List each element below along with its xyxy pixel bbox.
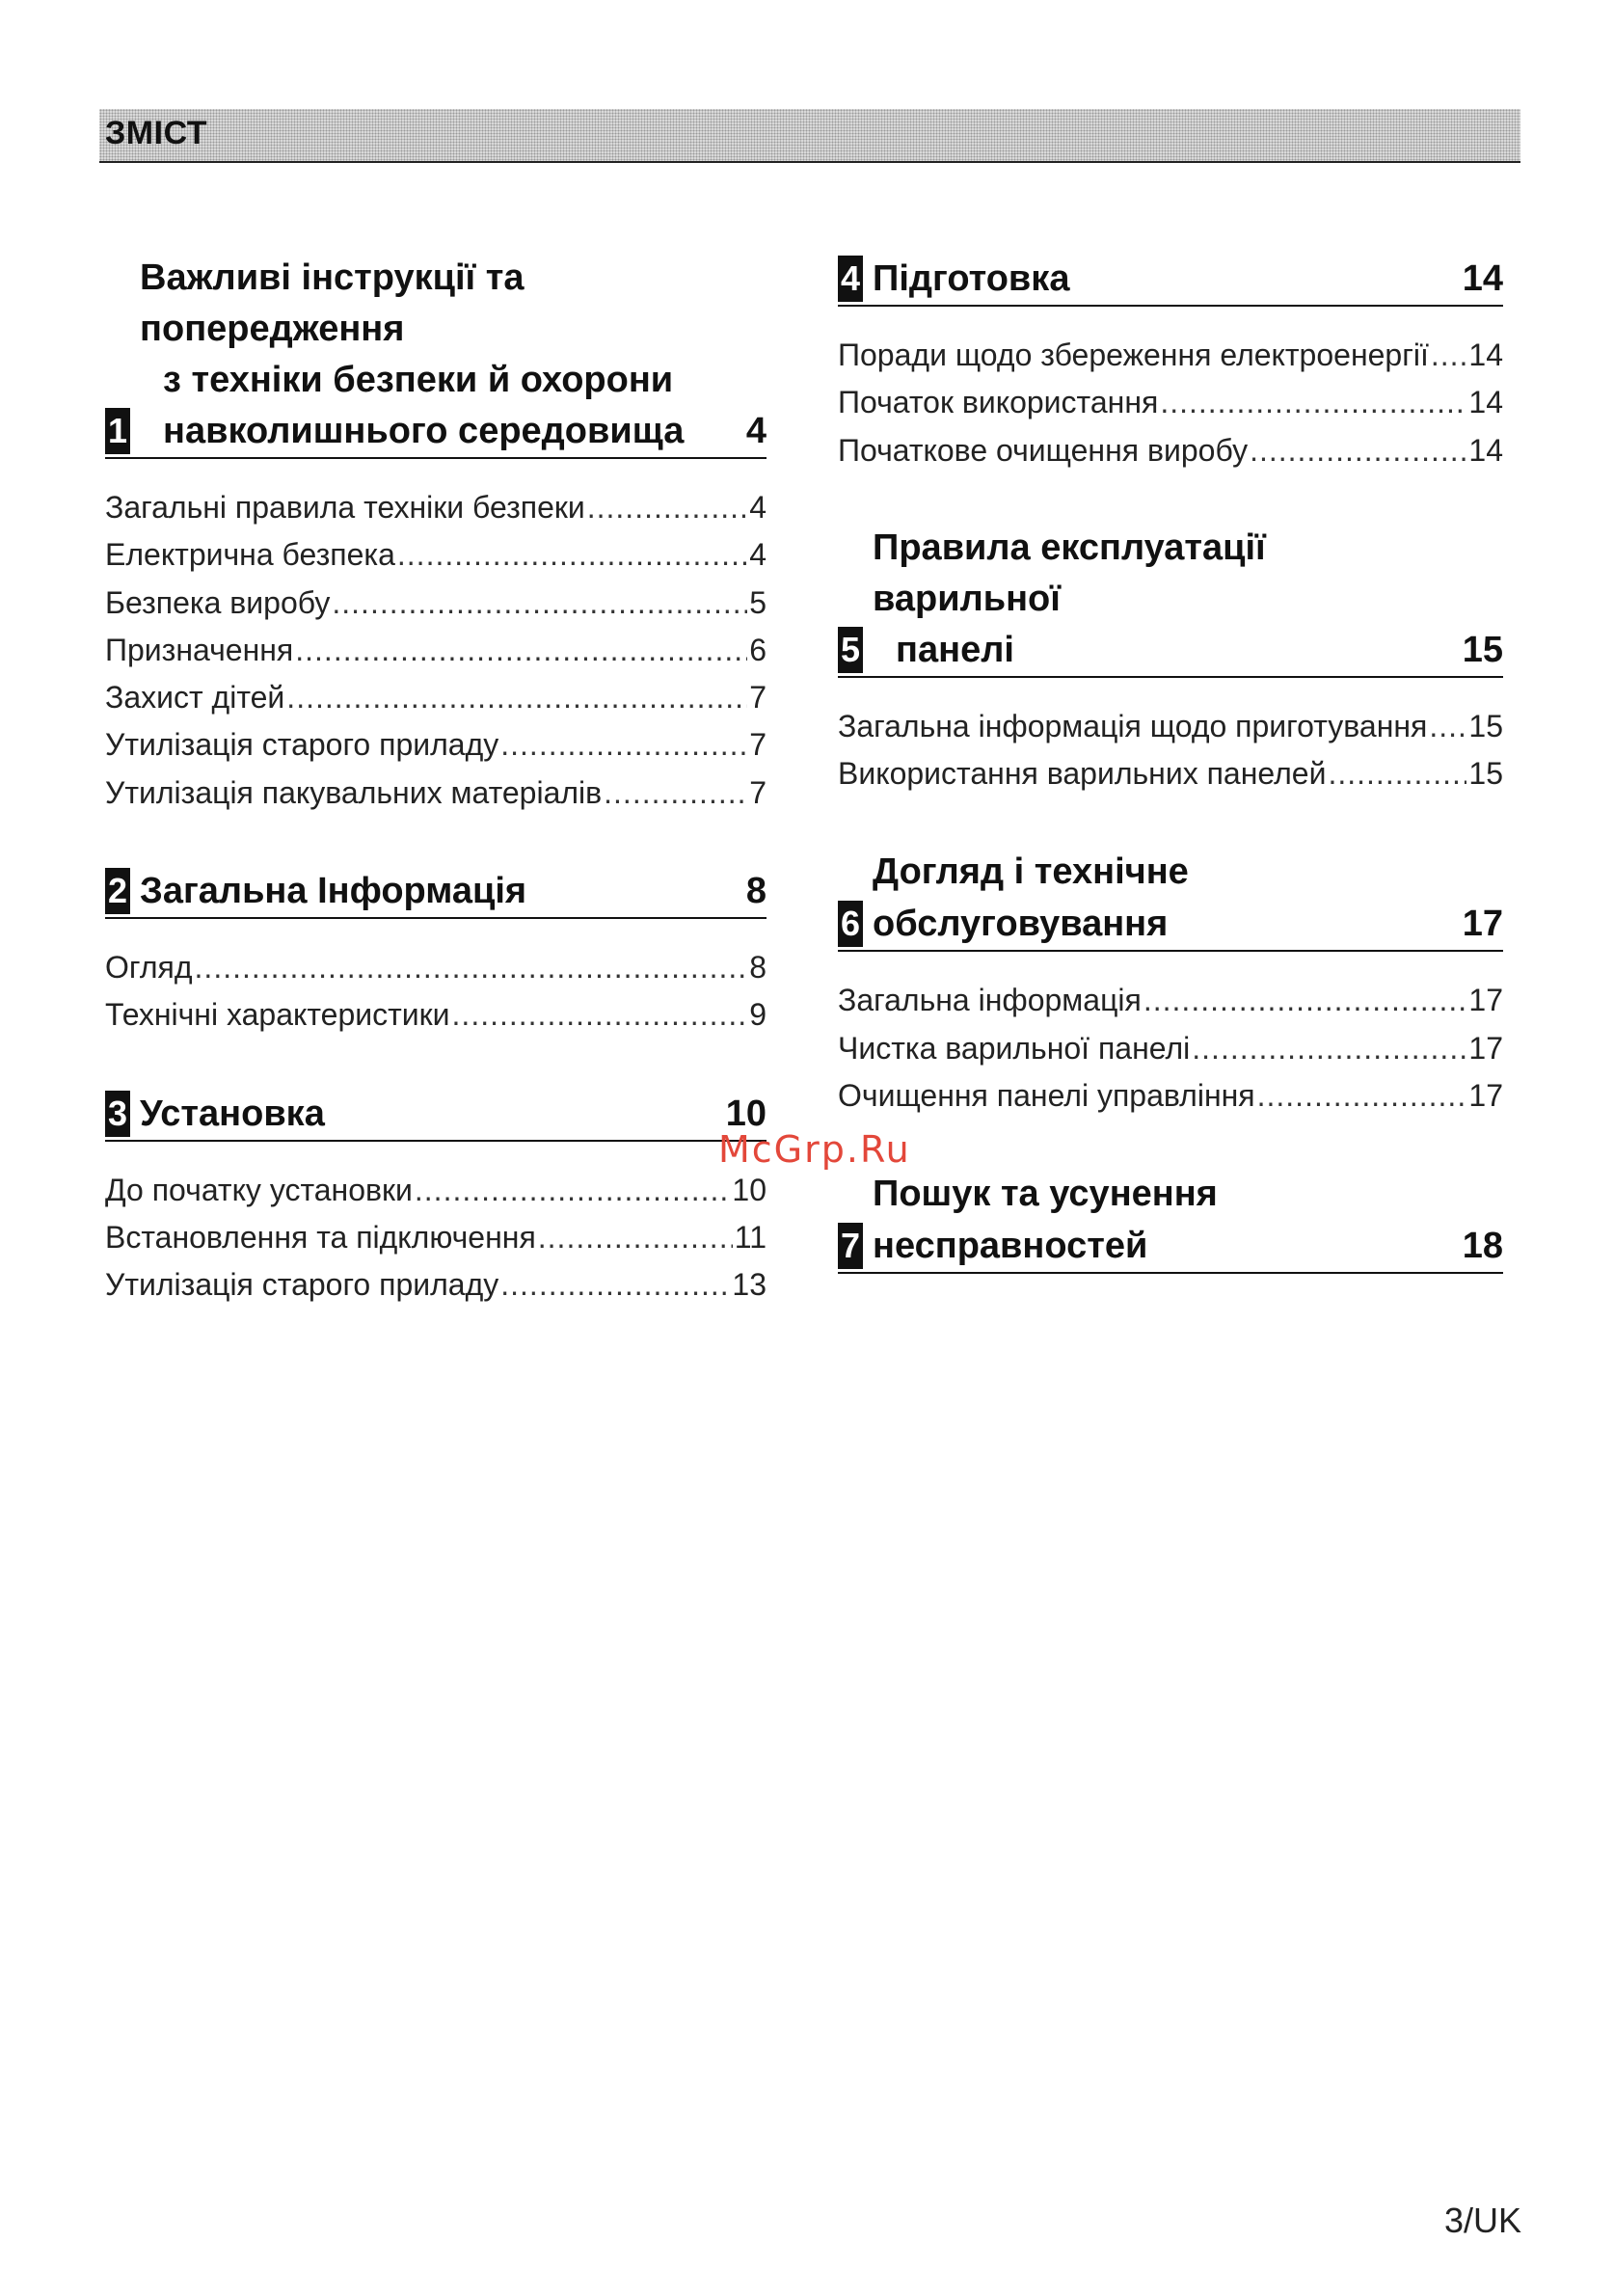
dot-leader [1250,427,1466,474]
section-title-line: Загальна Інформація [140,871,527,912]
toc-entry[interactable] [838,379,1503,426]
toc-entry[interactable] [838,750,1503,797]
section-title-line: Правила експлуатації варильної [873,527,1266,619]
toc-entry-label: Поради щодо збереження електроенергії [838,338,1429,372]
dot-leader [1431,332,1467,379]
section-title-line: Пошук та усунення несправностей [873,1174,1218,1267]
toc-entry-page: 17 [1468,1078,1503,1114]
toc-entry[interactable] [105,1167,767,1214]
toc-section [838,1168,1503,1274]
toc-entry[interactable] [105,674,767,721]
toc-entry[interactable] [105,627,767,674]
toc-entry-page: 7 [749,727,767,763]
toc-entry-label: Очищення панелі управління [838,1078,1255,1114]
section-number-badge: 4 [838,256,863,302]
section-number-badge: 3 [105,1091,130,1137]
dot-leader [587,484,747,531]
dot-leader [286,674,747,721]
toc-entry-page: 14 [1468,432,1503,468]
toc-entry-label: Початок використання [838,385,1159,420]
section-number-badge: 7 [838,1223,863,1269]
section-title-line: навколишнього середовища [163,411,685,451]
section-number-badge: 6 [838,901,863,947]
toc-entry-label: Утилізація пакувальних матеріалів [105,774,603,810]
toc-entry-page: 17 [1468,1030,1503,1066]
toc-entry-page: 14 [1468,338,1503,372]
toc-entry-label: Електрична безпека [105,537,395,573]
toc-entry-label: Початкове очищення виробу [838,432,1249,468]
toc-section [838,523,1503,798]
section-title [140,1088,716,1140]
toc-entry-label: Утилізація старого приладу [105,727,499,763]
section-title [873,1168,1453,1272]
toc-entry[interactable] [105,770,767,817]
toc-entry-label: Технічні характеристики [105,997,450,1033]
toc-entry-label: Загальна інформація [838,983,1142,1018]
toc-entry-label: Використання варильних панелей [838,756,1327,792]
section-number-badge: 1 [105,408,130,454]
section-page-number: 18 [1462,1226,1503,1267]
section-title-line: панелі [896,629,1014,670]
toc-entry-label: Загальні правила техніки безпеки [105,490,585,525]
dot-leader [1160,379,1466,426]
section-page-number: 10 [725,1093,767,1134]
section-heading[interactable] [105,865,767,919]
toc-entry-list [838,332,1503,474]
section-title [873,523,1453,676]
toc-entry-page: 15 [1468,708,1503,743]
toc-entry[interactable] [105,531,767,579]
dot-leader [332,580,747,627]
toc-entry[interactable] [105,580,767,627]
dot-leader [195,944,748,991]
toc-entry-label: До початку установки [105,1172,413,1207]
section-number-badge: 2 [105,868,130,914]
toc-entry-page: 7 [749,680,767,716]
toc-entry-label: Чистка варильної панелі [838,1030,1191,1066]
section-page-number: 4 [745,411,767,451]
dot-leader [500,1261,730,1309]
toc-section [105,1088,767,1310]
dot-leader [295,627,747,674]
toc-entry-page: 5 [749,584,767,620]
dot-leader [1328,750,1466,797]
toc-entry[interactable] [105,1214,767,1261]
dot-leader [1429,703,1466,750]
watermark: McGrp.Ru [718,1128,911,1171]
section-title-line: Важливі інструкції та попередження [140,257,525,349]
toc-entry[interactable] [105,484,767,531]
section-heading[interactable] [838,523,1503,678]
toc-entry[interactable] [105,944,767,991]
section-title [140,253,737,457]
toc-entry[interactable] [838,703,1503,750]
dot-leader [538,1214,733,1261]
dot-leader [1192,1025,1466,1072]
dot-leader [1257,1072,1467,1120]
toc-entry[interactable] [838,427,1503,474]
toc-section [105,865,767,1040]
section-heading[interactable] [105,253,767,459]
section-heading[interactable] [838,846,1503,952]
toc-entry-page: 10 [732,1172,767,1207]
toc-entry[interactable] [838,977,1503,1024]
toc-entry-label: Встановлення та підключення [105,1219,536,1255]
toc-entry[interactable] [105,991,767,1039]
toc-entry[interactable] [105,721,767,769]
toc-entry-page: 8 [749,950,767,986]
section-title-line: Підготовка [873,258,1070,299]
toc-entry-list [838,703,1503,798]
toc-entry-page: 11 [734,1219,767,1255]
toc-entry[interactable] [105,1261,767,1309]
toc-entry-list [105,484,767,817]
toc-entry-label: Утилізація старого приладу [105,1267,499,1303]
section-heading[interactable] [838,1168,1503,1274]
toc-entry-list [838,977,1503,1120]
toc-entry-label: Призначення [105,632,294,667]
section-page-number: 17 [1462,904,1503,945]
toc-entry-page: 15 [1468,756,1503,792]
toc-entry[interactable] [838,332,1503,379]
toc-entry-label: Захист дітей [105,680,285,716]
toc-entry-page: 14 [1468,385,1503,420]
header-bar [99,109,1520,163]
dot-leader [397,531,747,579]
section-title-line: з техніки безпеки й охорони [163,360,674,400]
section-title [140,865,737,917]
toc-entry-page: 13 [732,1267,767,1303]
toc-entry-page: 4 [749,537,767,573]
toc-entry-page: 6 [749,632,767,667]
section-number-badge: 5 [838,627,863,673]
dot-leader [452,991,748,1039]
section-page-number: 8 [745,871,767,912]
page-title: ЗМІСТ [105,115,208,151]
section-heading[interactable] [838,253,1503,307]
toc-entry-page: 4 [749,490,767,525]
toc-column-right [838,253,1503,1322]
section-page-number: 15 [1462,629,1503,670]
toc-entry-list [105,944,767,1040]
toc-entry-label: Загальна інформація щодо приготування [838,708,1428,743]
toc-section [105,253,767,817]
toc-entry-list [105,1167,767,1310]
toc-entry-page: 17 [1468,983,1503,1018]
page-number: 3/UK [1444,2201,1522,2240]
section-title-line: Догляд і технічне обслуговування [873,851,1189,945]
toc-entry[interactable] [838,1072,1503,1120]
dot-leader [604,770,747,817]
section-title [873,253,1453,305]
toc-entry-page: 9 [749,997,767,1033]
section-heading[interactable] [105,1088,767,1142]
toc-entry-page: 7 [749,774,767,810]
toc-column-left [105,253,767,1358]
toc-section [838,846,1503,1120]
dot-leader [500,721,747,769]
toc-entry-label: Огляд [105,950,193,986]
dot-leader [415,1167,731,1214]
section-title-line: Установка [140,1093,325,1134]
dot-leader [1143,977,1467,1024]
toc-entry-label: Безпека виробу [105,584,331,620]
section-title [873,846,1453,950]
toc-entry[interactable] [838,1025,1503,1072]
toc-section [838,253,1503,474]
section-page-number: 14 [1462,258,1503,299]
